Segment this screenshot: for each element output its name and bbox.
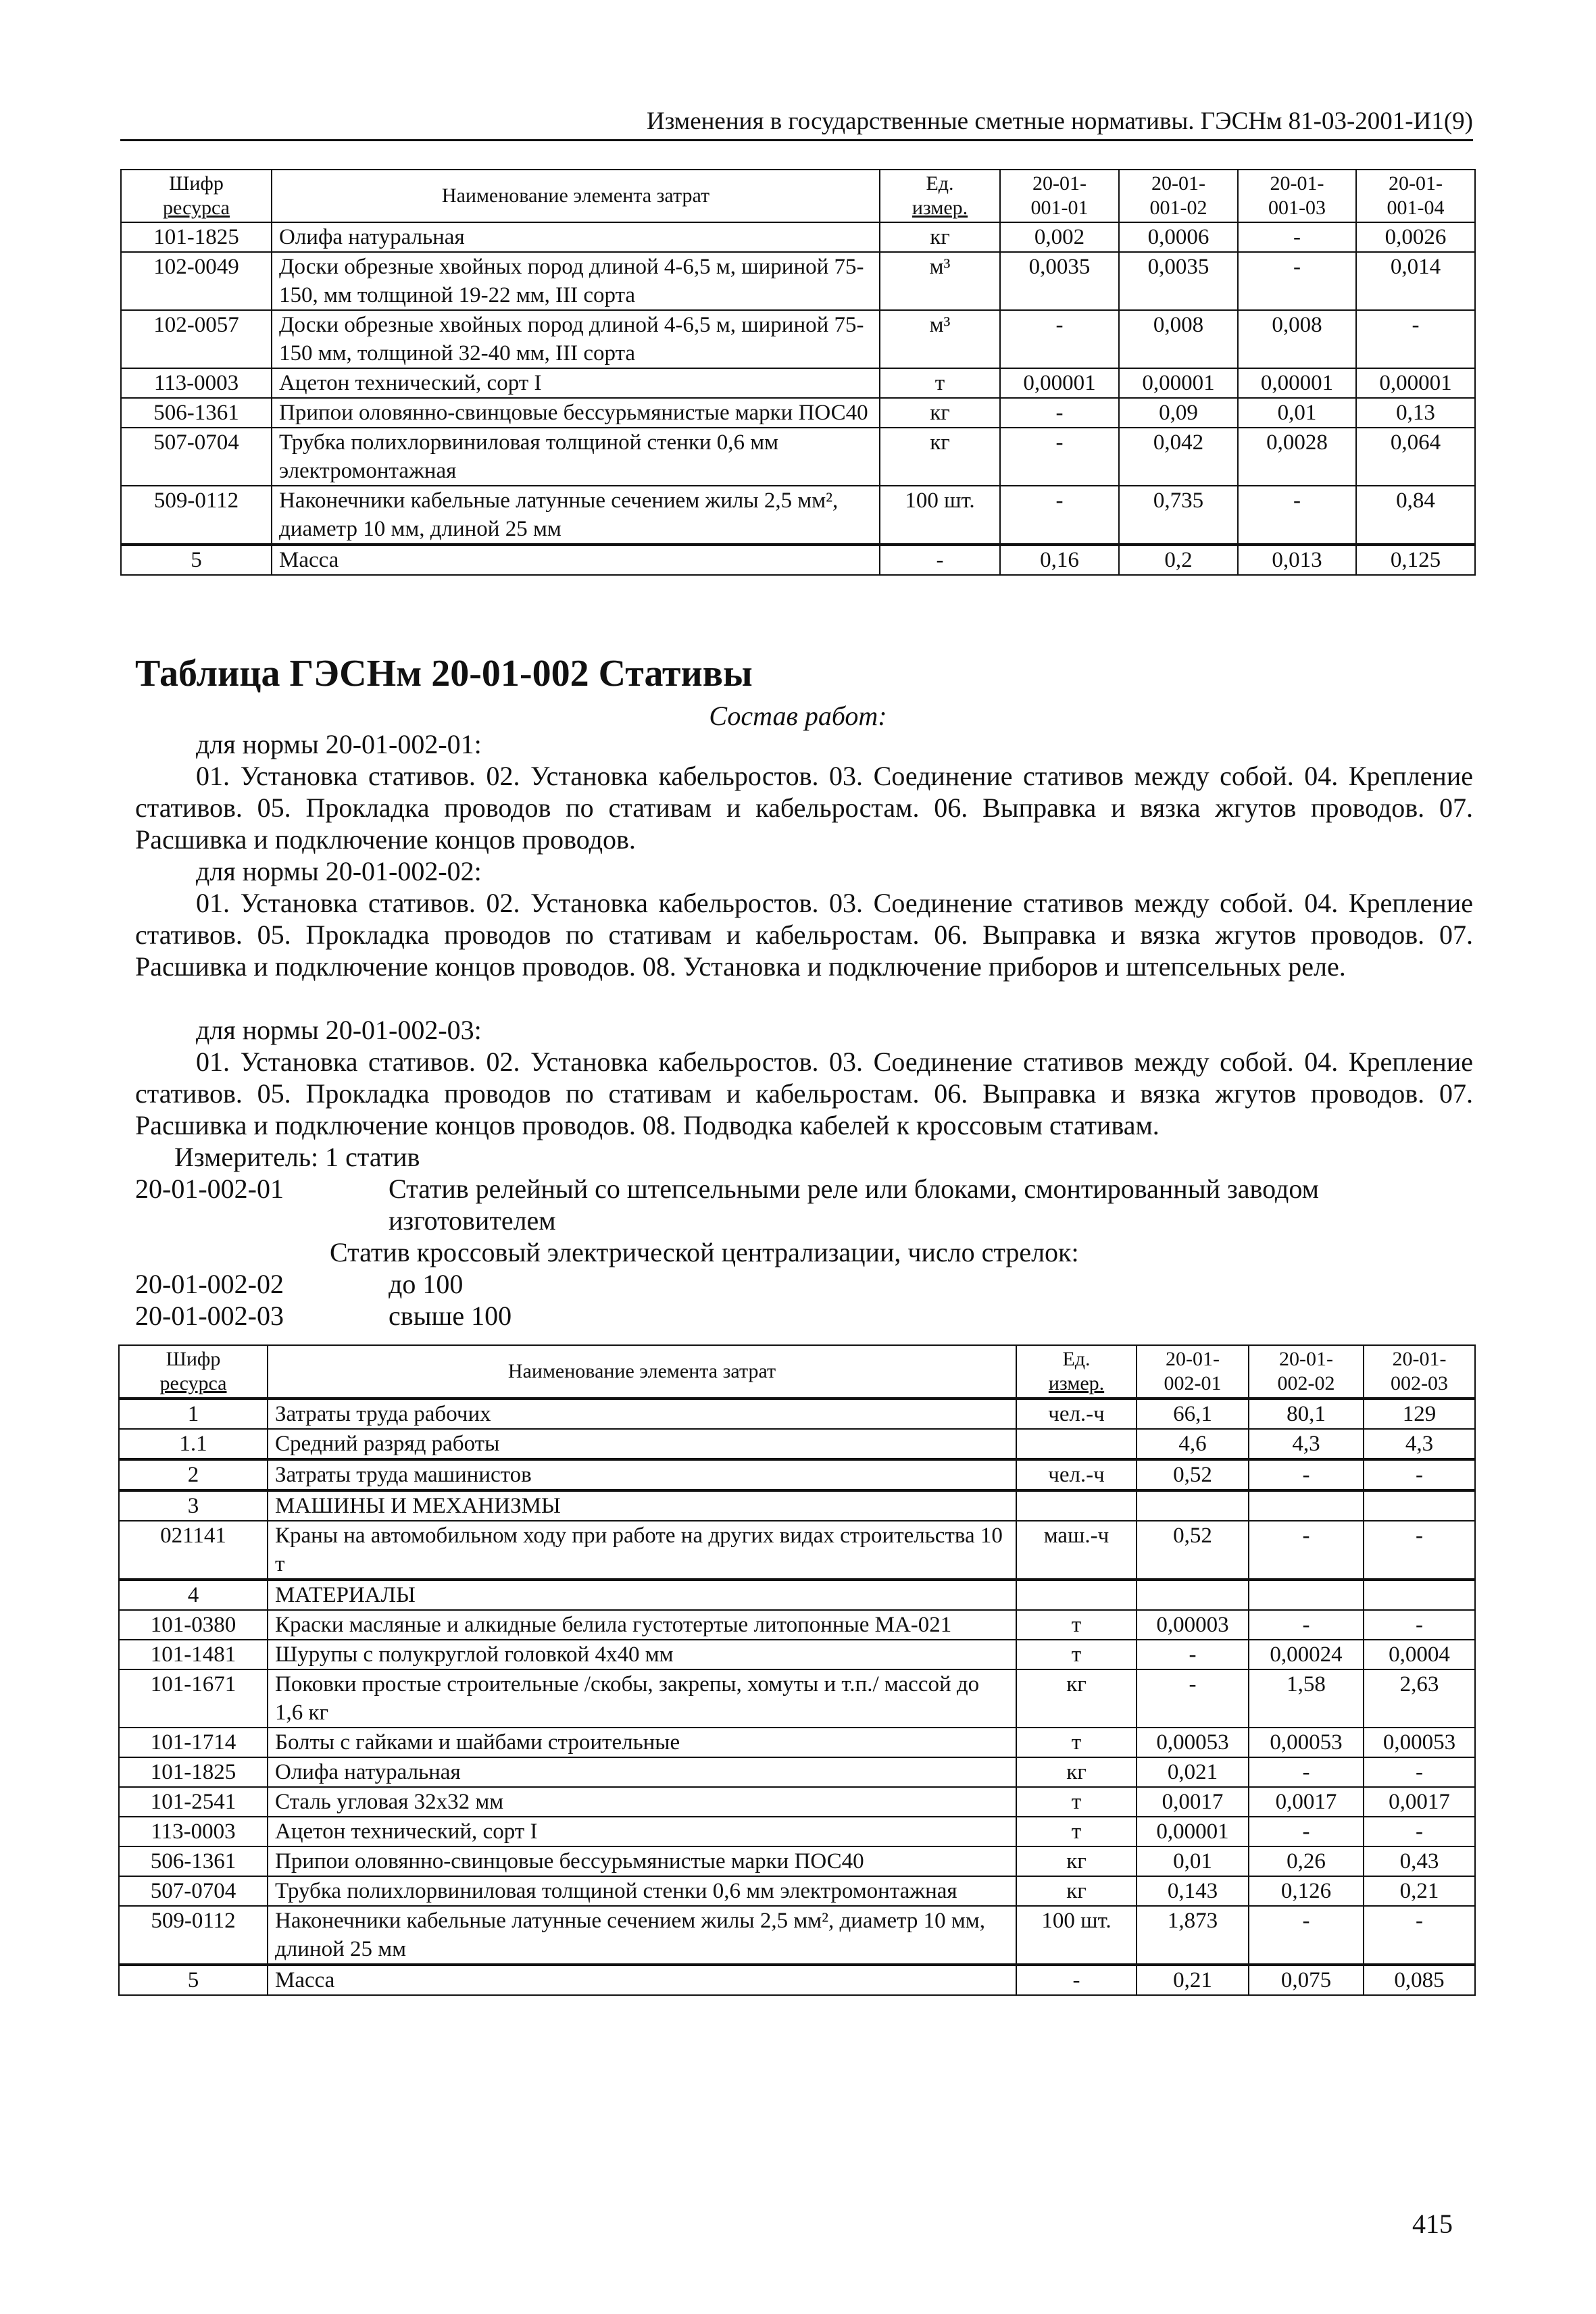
norm-label: для нормы 20-01-002-01: (196, 729, 482, 759)
resource-code: 102-0049 (121, 252, 272, 310)
norm-value (1137, 1490, 1249, 1521)
header-norm-3: 20-01- 001-03 (1238, 170, 1356, 222)
norm-value: 0,021 (1137, 1757, 1249, 1787)
unit: м³ (880, 252, 1000, 310)
resource-name: Ацетон технический, сорт I (268, 1817, 1016, 1846)
unit (1016, 1490, 1137, 1521)
unit: кг (1016, 1757, 1137, 1787)
header-name: Наименование элемента затрат (268, 1345, 1016, 1399)
norm-value: 0,01 (1238, 398, 1356, 428)
header-norm-1: 20-01- 002-01 (1137, 1345, 1249, 1399)
resource-code: 5 (121, 545, 272, 575)
unit: т (1016, 1787, 1137, 1817)
unit: кг (1016, 1669, 1137, 1728)
table-row (119, 1521, 1475, 1580)
header-unit: Ед. измер. (880, 170, 1000, 222)
resource-code: 507-0704 (121, 428, 272, 486)
norm-value: 0,00053 (1364, 1728, 1475, 1757)
table-row (119, 1965, 1475, 1995)
norm-value: 4,3 (1249, 1429, 1364, 1459)
norm-value: 0,014 (1356, 252, 1475, 310)
norm-value: 0,00001 (1137, 1817, 1249, 1846)
unit: чел.-ч (1016, 1459, 1137, 1490)
norm-value: 4,3 (1364, 1429, 1475, 1459)
norm-value: 0,0028 (1238, 428, 1356, 486)
table-row (119, 1429, 1475, 1459)
norm-value: 0,21 (1137, 1965, 1249, 1995)
group-row (119, 1580, 1475, 1610)
resource-name: Поковки простые строительные /скобы, закрепы, хомуты и т.п./ массой до 1,6 кг (268, 1669, 1016, 1728)
resource-name: Припои оловянно-свинцовые бессурьмянистые марки ПОС40 (268, 1846, 1016, 1876)
header-code: Шифр ресурса (121, 170, 272, 222)
unit (1016, 1580, 1137, 1610)
header-norm-2: 20-01- 001-02 (1119, 170, 1238, 222)
norm-value: - (1238, 222, 1356, 252)
table-row (121, 252, 1475, 310)
table-row (119, 1610, 1475, 1640)
norm-value: - (1000, 310, 1119, 368)
table-row (119, 1399, 1475, 1429)
unit: 100 шт. (1016, 1906, 1137, 1965)
norm-value: 0,0035 (1119, 252, 1238, 310)
norm-value: 0,0035 (1000, 252, 1119, 310)
unit: т (880, 368, 1000, 398)
norm-value: 1,58 (1249, 1669, 1364, 1728)
resource-name: Припои оловянно-свинцовые бессурьмянистые марки ПОС40 (272, 398, 880, 428)
resource-name: Ацетон технический, сорт I (272, 368, 880, 398)
norm-value: 0,43 (1364, 1846, 1475, 1876)
norm-value: - (1249, 1521, 1364, 1580)
resource-code: 1 (119, 1399, 268, 1429)
norm-value: - (1000, 398, 1119, 428)
resource-name: Сталь угловая 32х32 мм (268, 1787, 1016, 1817)
unit (1016, 1429, 1137, 1459)
table-row (121, 310, 1475, 368)
resource-code: 506-1361 (119, 1846, 268, 1876)
resource-code: 1.1 (119, 1429, 268, 1459)
meter: Измеритель: 1 статив (174, 1142, 420, 1172)
definition-text: Статив релейный со штепсельными реле или блоками, смонтированный заводом изготовителем (389, 1174, 1319, 1236)
group-title: МАШИНЫ И МЕХАНИЗМЫ (268, 1490, 1016, 1521)
norm-value: 0,002 (1000, 222, 1119, 252)
norm-value: 0,143 (1137, 1876, 1249, 1906)
resource-name: Масса (268, 1965, 1016, 1995)
resource-code: 021141 (119, 1521, 268, 1580)
norm-value: 0,52 (1137, 1459, 1249, 1490)
norm-value: 0,01 (1137, 1846, 1249, 1876)
norm-value: - (1364, 1817, 1475, 1846)
norm-value (1249, 1580, 1364, 1610)
norm-value: - (1249, 1459, 1364, 1490)
table-row (119, 1906, 1475, 1965)
unit: кг (880, 398, 1000, 428)
resource-name: Наконечники кабельные латунные сечением жилы 2,5 мм², диаметр 10 мм, длиной 25 мм (272, 486, 880, 545)
resource-code: 101-2541 (119, 1787, 268, 1817)
section-title: Таблица ГЭСНм 20-01-002 Стативы (135, 653, 753, 695)
norm-value: - (1000, 428, 1119, 486)
table-row (119, 1846, 1475, 1876)
resource-name: Болты с гайками и шайбами строительные (268, 1728, 1016, 1757)
unit: м³ (880, 310, 1000, 368)
norm-value: 0,13 (1356, 398, 1475, 428)
resource-code: 101-0380 (119, 1610, 268, 1640)
norm-value: - (1249, 1817, 1364, 1846)
table-row (119, 1817, 1475, 1846)
unit: кг (1016, 1846, 1137, 1876)
norm-value: - (1249, 1610, 1364, 1640)
norm-value: - (1364, 1610, 1475, 1640)
header-unit: Ед. измер. (1016, 1345, 1137, 1399)
norm-value: 2,63 (1364, 1669, 1475, 1728)
table-row (121, 486, 1475, 545)
table-row (119, 1669, 1475, 1728)
group-title: МАТЕРИАЛЫ (268, 1580, 1016, 1610)
header-code: Шифр ресурса (119, 1345, 268, 1399)
norm-value: 0,008 (1238, 310, 1356, 368)
norm-value: - (1238, 252, 1356, 310)
unit: 100 шт. (880, 486, 1000, 545)
norm-value: 0,00053 (1137, 1728, 1249, 1757)
table-row (119, 1787, 1475, 1817)
norm-value: - (1364, 1906, 1475, 1965)
unit: чел.-ч (1016, 1399, 1137, 1429)
header-norm-2: 20-01- 002-02 (1249, 1345, 1364, 1399)
table-row (121, 398, 1475, 428)
norm-value: - (1137, 1640, 1249, 1669)
header-norm-1: 20-01- 001-01 (1000, 170, 1119, 222)
norm-label: для нормы 20-01-002-02: (196, 856, 482, 886)
norm-value: 0,0006 (1119, 222, 1238, 252)
resource-code: 113-0003 (119, 1817, 268, 1846)
table-row (121, 545, 1475, 575)
norm-value: - (1249, 1906, 1364, 1965)
norm-value (1249, 1490, 1364, 1521)
norm-value: - (1137, 1669, 1249, 1728)
resource-name: Затраты труда рабочих (268, 1399, 1016, 1429)
unit: кг (880, 428, 1000, 486)
norm-value: 0,00003 (1137, 1610, 1249, 1640)
table-row (119, 1640, 1475, 1669)
resource-code: 101-1714 (119, 1728, 268, 1757)
resource-name: Средний разряд работы (268, 1429, 1016, 1459)
norm-value: - (1238, 486, 1356, 545)
norm-value: 0,00001 (1000, 368, 1119, 398)
resource-name: Доски обрезные хвойных пород длиной 4-6,5 м, шириной 75-150, мм толщиной 19-22 мм, III сорта (272, 252, 880, 310)
norm-value: 0,125 (1356, 545, 1475, 575)
table-row (119, 1459, 1475, 1490)
norm-value: 0,126 (1249, 1876, 1364, 1906)
norm-value: 0,16 (1000, 545, 1119, 575)
resource-code: 101-1825 (119, 1757, 268, 1787)
norm-value: 0,008 (1119, 310, 1238, 368)
definition-code: 20-01-002-02 (135, 1269, 284, 1299)
norm-value: 0,00001 (1238, 368, 1356, 398)
norm-value: 0,84 (1356, 486, 1475, 545)
table-header-row (119, 1345, 1475, 1399)
norm-value: - (1249, 1757, 1364, 1787)
resource-code: 4 (119, 1580, 268, 1610)
unit: т (1016, 1610, 1137, 1640)
resource-code: 3 (119, 1490, 268, 1521)
table-row (121, 368, 1475, 398)
norm-value: 80,1 (1249, 1399, 1364, 1429)
resource-name: Краски масляные и алкидные белила густотертые литопонные МА-021 (268, 1610, 1016, 1640)
table-row (119, 1757, 1475, 1787)
unit: т (1016, 1728, 1137, 1757)
header-rule (120, 139, 1473, 141)
resource-code: 507-0704 (119, 1876, 268, 1906)
table-row (119, 1728, 1475, 1757)
resource-table-20-01-001 (120, 169, 1476, 576)
norm-value: 0,064 (1356, 428, 1475, 486)
norm-text: 01. Установка стативов. 02. Установка кабельростов. 03. Соединение стативов между собой. 04. Крепление стативов. 05. Прокладка проводов по стативам и кабельростам. 06. Выправка и вязка жгутов проводов. 07. Расшивка и подключение концов проводов. (135, 761, 1473, 855)
unit: т (1016, 1640, 1137, 1669)
resource-code: 509-0112 (119, 1906, 268, 1965)
norm-value: - (1356, 310, 1475, 368)
definition-code: 20-01-002-01 (135, 1174, 284, 1204)
table-row (121, 428, 1475, 486)
norm-value: 0,0017 (1249, 1787, 1364, 1817)
norm-value: 1,873 (1137, 1906, 1249, 1965)
resource-name: Масса (272, 545, 880, 575)
norm-value: - (1364, 1521, 1475, 1580)
resource-code: 509-0112 (121, 486, 272, 545)
norm-value: 0,09 (1119, 398, 1238, 428)
norm-value: 0,00001 (1356, 368, 1475, 398)
unit: - (880, 545, 1000, 575)
resource-code: 5 (119, 1965, 268, 1995)
norm-value: 4,6 (1137, 1429, 1249, 1459)
norm-value: 129 (1364, 1399, 1475, 1429)
norm-value (1364, 1580, 1475, 1610)
resource-code: 101-1481 (119, 1640, 268, 1669)
definition-code: 20-01-002-03 (135, 1301, 284, 1331)
resource-code: 102-0057 (121, 310, 272, 368)
page-header: Изменения в государственные сметные нормативы. ГЭСНм 81-03-2001-И1(9) (646, 107, 1473, 135)
norm-value: 0,013 (1238, 545, 1356, 575)
resource-name: Олифа натуральная (268, 1757, 1016, 1787)
unit: т (1016, 1817, 1137, 1846)
resource-code: 101-1671 (119, 1669, 268, 1728)
resource-code: 2 (119, 1459, 268, 1490)
resource-name: Шурупы с полукруглой головкой 4х40 мм (268, 1640, 1016, 1669)
resource-name: Трубка полихлорвиниловая толщиной стенки 0,6 мм электромонтажная (272, 428, 880, 486)
norm-value: 0,21 (1364, 1876, 1475, 1906)
definition-text: свыше 100 (389, 1301, 512, 1331)
norm-label: для нормы 20-01-002-03: (196, 1015, 482, 1045)
resource-name: Олифа натуральная (272, 222, 880, 252)
header-norm-4: 20-01- 001-04 (1356, 170, 1475, 222)
norm-value: 0,075 (1249, 1965, 1364, 1995)
norm-value: - (1364, 1757, 1475, 1787)
group-row (119, 1490, 1475, 1521)
norm-value: 0,2 (1119, 545, 1238, 575)
norm-value: 0,00053 (1249, 1728, 1364, 1757)
norm-text: 01. Установка стативов. 02. Установка кабельростов. 03. Соединение стативов между собой. 04. Крепление стативов. 05. Прокладка проводов по стативам и кабельростам. 06. Выправка и вязка жгутов проводов. 07. Расшивка и подключение концов проводов. 08. Установка и подключение приборов и штепсельных реле. (135, 888, 1473, 982)
norm-value: 0,0017 (1137, 1787, 1249, 1817)
resource-table-20-01-002 (118, 1344, 1476, 1996)
definition-text: до 100 (389, 1269, 464, 1299)
page-number: 415 (1412, 2209, 1453, 2239)
unit: кг (880, 222, 1000, 252)
table-header-row (121, 170, 1475, 222)
norm-value: - (1000, 486, 1119, 545)
header-name: Наименование элемента затрат (272, 170, 880, 222)
norm-value: 0,085 (1364, 1965, 1475, 1995)
norm-text: 01. Установка стативов. 02. Установка кабельростов. 03. Соединение стативов между собой. 04. Крепление стативов. 05. Прокладка проводов по стативам и кабельростам. 06. Выправка и вязка жгутов проводов. 07. Расшивка и подключение концов проводов. 08. Подводка кабелей к кроссовым стативам. (135, 1047, 1473, 1140)
norm-value: 0,00001 (1119, 368, 1238, 398)
norm-value: 66,1 (1137, 1399, 1249, 1429)
norm-value: 0,0017 (1364, 1787, 1475, 1817)
resource-name: Краны на автомобильном ходу при работе на других видах строительства 10 т (268, 1521, 1016, 1580)
composition-title: Состав работ: (709, 701, 887, 731)
resource-name: Наконечники кабельные латунные сечением жилы 2,5 мм², диаметр 10 мм, длиной 25 мм (268, 1906, 1016, 1965)
table-row (119, 1876, 1475, 1906)
header-norm-3: 20-01- 002-03 (1364, 1345, 1475, 1399)
table-row (121, 222, 1475, 252)
resource-code: 506-1361 (121, 398, 272, 428)
norm-value: - (1364, 1459, 1475, 1490)
norm-value: 0,26 (1249, 1846, 1364, 1876)
resource-name: Трубка полихлорвиниловая толщиной стенки 0,6 мм электромонтажная (268, 1876, 1016, 1906)
norm-value (1137, 1580, 1249, 1610)
norm-value: 0,042 (1119, 428, 1238, 486)
unit: - (1016, 1965, 1137, 1995)
definition-group: Статив кроссовый электрической централизации, число стрелок: (330, 1237, 1079, 1267)
unit: кг (1016, 1876, 1137, 1906)
resource-code: 101-1825 (121, 222, 272, 252)
norm-value: 0,0004 (1364, 1640, 1475, 1669)
resource-name: Доски обрезные хвойных пород длиной 4-6,5 м, шириной 75-150 мм, толщиной 32-40 мм, III сорта (272, 310, 880, 368)
resource-name: Затраты труда машинистов (268, 1459, 1016, 1490)
norm-value: 0,52 (1137, 1521, 1249, 1580)
unit: маш.-ч (1016, 1521, 1137, 1580)
norm-value: 0,0026 (1356, 222, 1475, 252)
norm-value: 0,735 (1119, 486, 1238, 545)
norm-value: 0,00024 (1249, 1640, 1364, 1669)
resource-code: 113-0003 (121, 368, 272, 398)
norm-value (1364, 1490, 1475, 1521)
